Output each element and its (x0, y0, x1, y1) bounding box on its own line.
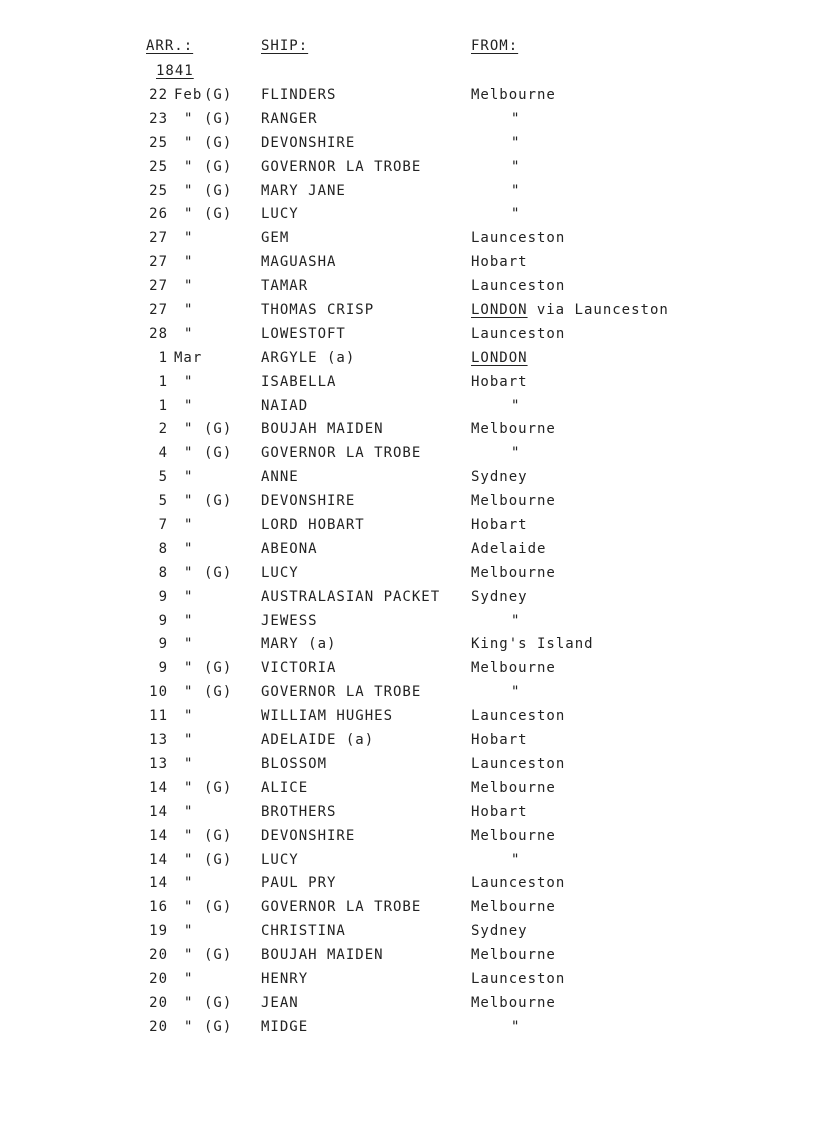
ship-name: GOVERNOR LA TROBE (261, 899, 422, 916)
arrival-day: 9 (158, 636, 168, 653)
ship-name: NAIAD (261, 397, 309, 414)
list-item (0, 589, 816, 613)
ship-name: DEVONSHIRE (261, 827, 356, 844)
from-port: " (511, 110, 521, 127)
ship-name: HENRY (261, 970, 309, 987)
ship-name: BROTHERS (261, 803, 337, 820)
ship-name: BLOSSOM (261, 755, 328, 772)
from-port: Launceston (471, 708, 566, 725)
government-marker: (G) (204, 134, 233, 151)
arrival-day: 14 (149, 851, 168, 868)
ship-name: THOMAS CRISP (261, 302, 375, 319)
arrival-day: 26 (149, 206, 168, 223)
arrival-day: 27 (149, 230, 168, 247)
from-port: Launceston (471, 278, 566, 295)
ship-column-header: SHIP: (261, 38, 309, 54)
government-marker: (G) (204, 994, 233, 1011)
arrival-month: " (184, 254, 194, 271)
arrival-day: 9 (158, 612, 168, 629)
arrival-day: 20 (149, 1018, 168, 1035)
arrival-day: 20 (149, 947, 168, 964)
arrival-month: " (184, 732, 194, 749)
list-item (0, 278, 816, 302)
government-marker: (G) (204, 182, 233, 199)
government-marker: (G) (204, 206, 233, 223)
list-item (0, 947, 816, 971)
ship-name: JEWESS (261, 612, 318, 629)
ship-name: BOUJAH MAIDEN (261, 947, 384, 964)
arrival-day: 23 (149, 110, 168, 127)
from-port: Melbourne (471, 564, 556, 581)
list-item (0, 541, 816, 565)
list-item (0, 493, 816, 517)
arrival-month: " (184, 469, 194, 486)
arrival-month: " (184, 588, 194, 605)
from-port: " (511, 1018, 521, 1035)
arrival-day: 11 (149, 708, 168, 725)
from-port-via: via Launceston (527, 302, 669, 319)
arrival-day: 8 (158, 564, 168, 581)
year-label: 1841 (156, 63, 194, 79)
from-port: Sydney (471, 469, 528, 486)
from-port: Launceston (471, 230, 566, 247)
from-port: Adelaide (471, 540, 547, 557)
from-port: Melbourne (471, 421, 556, 438)
list-item (0, 206, 816, 230)
from-port: Melbourne (471, 660, 556, 677)
from-port: Hobart (471, 517, 528, 534)
arrival-day: 14 (149, 779, 168, 796)
from-port: Melbourne (471, 87, 556, 103)
arrival-month: " (184, 134, 194, 151)
list-item (0, 923, 816, 947)
arrival-day: 25 (149, 182, 168, 199)
from-port: Launceston (471, 755, 566, 772)
arrival-month: " (184, 827, 194, 844)
arrival-day: 27 (149, 254, 168, 271)
ship-name: WILLIAM HUGHES (261, 708, 394, 725)
list-item (0, 469, 816, 493)
arrival-day: 22 (149, 87, 168, 103)
from-port: Sydney (471, 588, 528, 605)
government-marker: (G) (204, 87, 233, 103)
list-item (0, 684, 816, 708)
arrival-month: " (184, 373, 194, 390)
government-marker: (G) (204, 684, 233, 701)
arrival-day: 27 (149, 278, 168, 295)
list-item (0, 398, 816, 422)
ship-name: AUSTRALASIAN PACKET (261, 588, 441, 605)
ship-name: GOVERNOR LA TROBE (261, 445, 422, 462)
from-port: " (511, 206, 521, 223)
arrival-month: " (184, 970, 194, 987)
arrival-day: 14 (149, 875, 168, 892)
arrival-month: " (184, 923, 194, 940)
from-port: Melbourne (471, 827, 556, 844)
ship-name: GOVERNOR LA TROBE (261, 684, 422, 701)
ship-name: LUCY (261, 564, 299, 581)
government-marker: (G) (204, 493, 233, 510)
government-marker: (G) (204, 421, 233, 438)
from-port: Melbourne (471, 779, 556, 796)
ship-name: MARY JANE (261, 182, 346, 199)
arrival-day: 1 (158, 373, 168, 390)
list-item (0, 875, 816, 899)
arrival-day: 14 (149, 827, 168, 844)
from-port: LONDON (471, 349, 528, 366)
arrival-month: " (184, 803, 194, 820)
from-port: Hobart (471, 803, 528, 820)
arrival-month: " (184, 230, 194, 247)
government-marker: (G) (204, 158, 233, 175)
arrival-month: " (184, 445, 194, 462)
list-item (0, 445, 816, 469)
arrival-month: " (184, 875, 194, 892)
government-marker: (G) (204, 445, 233, 462)
ship-name: DEVONSHIRE (261, 134, 356, 151)
from-port: Melbourne (471, 947, 556, 964)
arrival-day: 8 (158, 540, 168, 557)
arrival-day: 9 (158, 588, 168, 605)
ship-name: BOUJAH MAIDEN (261, 421, 384, 438)
arrival-month: " (184, 397, 194, 414)
list-item (0, 374, 816, 398)
arrival-day: 16 (149, 899, 168, 916)
from-port: Melbourne (471, 899, 556, 916)
from-port: Melbourne (471, 493, 556, 510)
from-port: Melbourne (471, 994, 556, 1011)
ship-name: GEM (261, 230, 290, 247)
ship-name: CHRISTINA (261, 923, 346, 940)
arrival-day: 10 (149, 684, 168, 701)
list-item (0, 350, 816, 374)
ship-name: MIDGE (261, 1018, 309, 1035)
arrival-month: " (184, 851, 194, 868)
ship-name: DEVONSHIRE (261, 493, 356, 510)
ship-name: MAGUASHA (261, 254, 337, 271)
list-item (0, 852, 816, 876)
arrival-month: " (184, 540, 194, 557)
arrival-month: " (184, 636, 194, 653)
list-item (0, 183, 816, 207)
arrival-day: 1 (158, 349, 168, 366)
arrival-month: " (184, 421, 194, 438)
list-item (0, 636, 816, 660)
list-item (0, 995, 816, 1019)
list-item (0, 254, 816, 278)
list-item (0, 135, 816, 159)
arrival-day: 19 (149, 923, 168, 940)
ship-name: GOVERNOR LA TROBE (261, 158, 422, 175)
ship-name: LUCY (261, 851, 299, 868)
list-item (0, 828, 816, 852)
arrival-month: " (184, 302, 194, 319)
arrival-day: 20 (149, 994, 168, 1011)
government-marker: (G) (204, 660, 233, 677)
arrival-month: " (184, 182, 194, 199)
from-port: Hobart (471, 373, 528, 390)
arrival-day: 4 (158, 445, 168, 462)
list-item (0, 87, 816, 111)
arrival-day: 28 (149, 325, 168, 342)
list-item (0, 613, 816, 637)
list-item (0, 302, 816, 326)
government-marker: (G) (204, 1018, 233, 1035)
from-port: " (511, 612, 521, 629)
arrival-month: " (184, 684, 194, 701)
list-item (0, 517, 816, 541)
arrival-day: 9 (158, 660, 168, 677)
list-item (0, 326, 816, 350)
arrival-month: Mar (174, 349, 203, 366)
government-marker: (G) (204, 110, 233, 127)
from-port: " (511, 851, 521, 868)
list-item (0, 899, 816, 923)
arrival-month: " (184, 755, 194, 772)
arrival-day: 5 (158, 469, 168, 486)
from-column-header: FROM: (471, 38, 519, 54)
arrival-day: 27 (149, 302, 168, 319)
ship-name: LOWESTOFT (261, 325, 346, 342)
list-item (0, 756, 816, 780)
list-item (0, 111, 816, 135)
arrival-month: " (184, 517, 194, 534)
arrival-month: " (184, 708, 194, 725)
list-item (0, 660, 816, 684)
arrivals-list (0, 87, 816, 1043)
arrival-month: " (184, 994, 194, 1011)
list-item (0, 1019, 816, 1043)
from-port: " (511, 397, 521, 414)
ship-name: MARY (a) (261, 636, 337, 653)
ship-name: LUCY (261, 206, 299, 223)
arrival-month: " (184, 325, 194, 342)
government-marker: (G) (204, 827, 233, 844)
arrival-month: " (184, 1018, 194, 1035)
from-port: Hobart (471, 732, 528, 749)
ship-name: PAUL PRY (261, 875, 337, 892)
arrival-month: " (184, 660, 194, 677)
list-item (0, 421, 816, 445)
from-port: Launceston (471, 325, 566, 342)
list-item (0, 159, 816, 183)
from-port: " (511, 134, 521, 151)
government-marker: (G) (204, 947, 233, 964)
arrival-day: 5 (158, 493, 168, 510)
government-marker: (G) (204, 564, 233, 581)
from-port: Hobart (471, 254, 528, 271)
government-marker: (G) (204, 899, 233, 916)
from-port: King's Island (471, 636, 594, 653)
arrival-month: " (184, 564, 194, 581)
ship-name: LORD HOBART (261, 517, 365, 534)
arrival-month: " (184, 206, 194, 223)
from-port: Launceston (471, 970, 566, 987)
arrival-month: " (184, 278, 194, 295)
arrival-month: " (184, 612, 194, 629)
ship-name: ALICE (261, 779, 309, 796)
arrival-day: 25 (149, 134, 168, 151)
list-item (0, 780, 816, 804)
arrival-month: " (184, 899, 194, 916)
list-item (0, 971, 816, 995)
arrival-month: " (184, 158, 194, 175)
ship-name: ABEONA (261, 540, 318, 557)
ship-name: TAMAR (261, 278, 309, 295)
ship-name: ARGYLE (a) (261, 349, 356, 366)
list-item (0, 565, 816, 589)
ship-name: JEAN (261, 994, 299, 1011)
from-port: " (511, 445, 521, 462)
arr-column-header: ARR.: (146, 38, 194, 54)
arrival-month: " (184, 947, 194, 964)
arrival-day: 1 (158, 397, 168, 414)
government-marker: (G) (204, 851, 233, 868)
arrival-day: 13 (149, 732, 168, 749)
government-marker: (G) (204, 779, 233, 796)
arrival-day: 20 (149, 970, 168, 987)
arrival-month: Feb (174, 87, 203, 103)
from-port: LONDON (471, 302, 528, 319)
arrival-day: 14 (149, 803, 168, 820)
arrival-day: 2 (158, 421, 168, 438)
arrival-day: 7 (158, 517, 168, 534)
from-port: " (511, 182, 521, 199)
arrival-month: " (184, 493, 194, 510)
ship-name: ADELAIDE (a) (261, 732, 375, 749)
list-item (0, 732, 816, 756)
arrival-month: " (184, 110, 194, 127)
from-port: Launceston (471, 875, 566, 892)
ship-name: FLINDERS (261, 87, 337, 103)
from-port: " (511, 684, 521, 701)
arrival-day: 13 (149, 755, 168, 772)
arrival-day: 25 (149, 158, 168, 175)
list-item (0, 708, 816, 732)
from-port: " (511, 158, 521, 175)
from-port: Sydney (471, 923, 528, 940)
list-item (0, 230, 816, 254)
ship-name: ANNE (261, 469, 299, 486)
arrival-month: " (184, 779, 194, 796)
ship-name: RANGER (261, 110, 318, 127)
ship-name: ISABELLA (261, 373, 337, 390)
ship-name: VICTORIA (261, 660, 337, 677)
list-item (0, 804, 816, 828)
